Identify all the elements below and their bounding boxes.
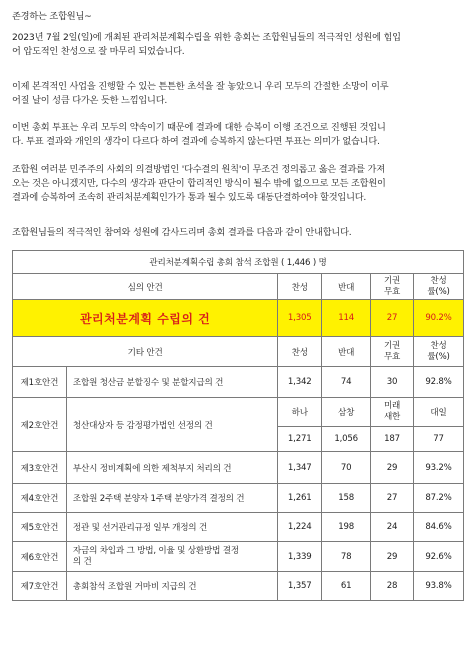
results-table xyxy=(12,250,464,601)
table-row: 제1호안건 조합원 청산금 분할징수 및 분할지급의 건 1,342 74 30 92.8% xyxy=(13,367,464,398)
table-row: 제3호안건 부산시 정비계획에 의한 제척부지 처리의 건 1,347 70 29 93.2% xyxy=(13,452,464,484)
main-header-row xyxy=(13,274,464,300)
paragraph-2: 이제 본격적인 사업을 진행할 수 있는 튼튼한 초석을 잘 놓았으니 우리 모두의 간절한 소망이 이루 어질 날이 성큼 다가온 듯한 느낌입니다. xyxy=(12,81,389,106)
table-row: 제7호안건 총회참석 조합원 거마비 지급의 건 1,357 61 28 93.8% xyxy=(13,572,464,601)
paragraph-4: 조합원 여러분 민주주의 사회의 의결방법인 '다수결의 원칙'이 무조건 정의롭고 옳은 결과를 가져 오는 것은 아니겠지만, 다수의 생각과 판단이 합리적인 방식이 될수 밖에 없으므로 모든 조합원이 결과에 승복하여 조속히 관리처분계획인가가 통과 될수 있도록 대동단결하여야 할것입니다. xyxy=(12,164,386,203)
table-title-row xyxy=(13,251,464,274)
greeting: 존경하는 조합원님~ xyxy=(12,11,92,22)
table-row: 제4호안건 조합원 2주택 분양자 1주택 분양가격 결정의 건 1,261 158 27 87.2% xyxy=(13,484,464,513)
header-yes: 찬성 xyxy=(278,274,322,300)
table-row: 제5호안건 정관 및 선거관리규정 일부 개정의 건 1,224 198 24 84.6% xyxy=(13,513,464,542)
header-agenda: 심의 안건 xyxy=(13,274,278,300)
other-header-row xyxy=(13,337,464,367)
header-no: 반대 xyxy=(322,274,371,300)
main-agenda-title: 관리처분계획 수립의 건 xyxy=(13,300,278,337)
header2-invalid: 기권 무효 xyxy=(371,337,414,367)
main-no: 114 xyxy=(322,300,371,337)
table-title: 관리처분계획수립 총회 참석 조합원 ( 1,446 ) 명 xyxy=(13,251,464,274)
paragraph-3: 이번 총회 투표는 우리 모두의 약속이기 때문에 결과에 대한 승복이 이행 조건으로 진행된 것입니 다. 투표 결과와 개인의 생각이 다르다 하여 결과에 승복하지 않는다면 투표는 의미가 없습니다. xyxy=(12,122,386,147)
main-agenda-row xyxy=(13,300,464,337)
main-rate: 90.2% xyxy=(414,300,464,337)
main-invalid: 27 xyxy=(371,300,414,337)
table-row-item2-options: 제2호안건 청산대상자 등 감정평가법인 선정의 건 하나 삼창 미래 새한 대일 xyxy=(13,398,464,427)
header2-yes: 찬성 xyxy=(278,337,322,367)
header2-no: 반대 xyxy=(322,337,371,367)
header-other-agenda: 기타 안건 xyxy=(13,337,278,367)
paragraph-1: 2023년 7월 2일(일)에 개최된 관리처분계획수립을 위한 총회는 조합원님들의 적극적인 성원에 힘입 어 압도적인 찬성으로 잘 마무리 되었습니다. xyxy=(12,32,401,57)
paragraph-5: 조합원님들의 적극적인 참여와 성원에 감사드리며 총회 결과를 다음과 같이 안내합니다. xyxy=(12,227,352,238)
table-row: 제6호안건 자금의 차입과 그 방법, 이율 및 상환방법 결정 의 건 1,339 78 29 92.6% xyxy=(13,542,464,572)
header2-rate: 찬성 률(%) xyxy=(414,337,464,367)
main-yes: 1,305 xyxy=(278,300,322,337)
table-row-item2-votes: 1,271 1,056 187 77 xyxy=(13,427,464,452)
header-invalid: 기권 무효 xyxy=(371,274,414,300)
header-rate: 찬성 률(%) xyxy=(414,274,464,300)
